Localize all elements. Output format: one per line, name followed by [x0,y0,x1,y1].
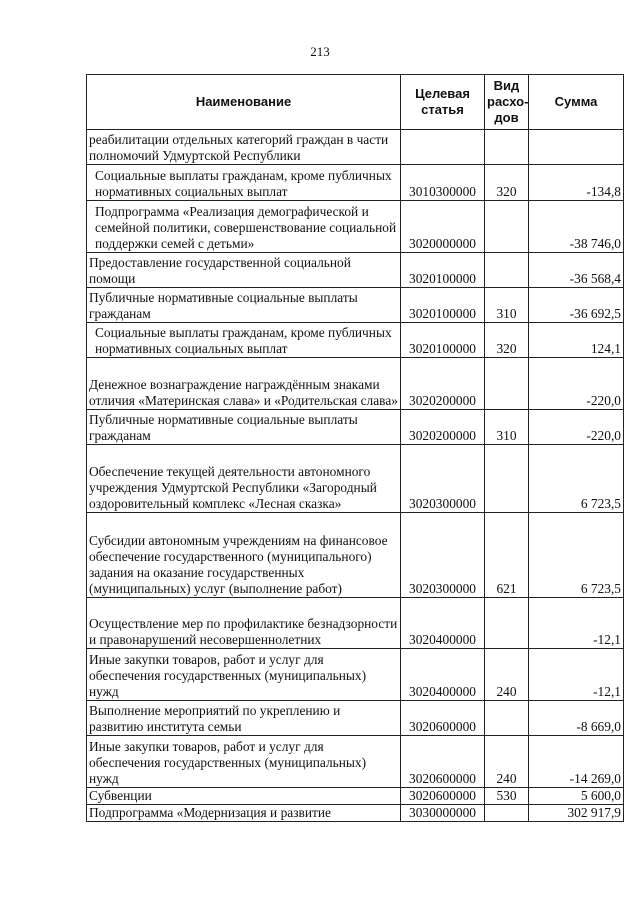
row-name-cell: Социальные выплаты гражданам, кроме публичных нормативных социальных выплат [87,323,401,358]
row-vid-cell: 310 [485,410,529,445]
row-code-cell: 3020300000 [401,445,485,513]
row-name-cell: Денежное вознаграждение награждённым знаками отличия «Материнская слава» и «Родительская слава» [87,358,401,410]
header-name: Наименование [87,75,401,130]
table-row [87,445,624,513]
row-sum-cell: -12,1 [529,649,624,701]
row-vid-cell [485,130,529,165]
row-sum-cell: -38 746,0 [529,201,624,253]
row-sum-cell: -220,0 [529,358,624,410]
row-name-cell: Субсидии автономным учреждениям на финансовое обеспечение государственного (муниципального) задания на оказание государственных (муниципальных) услуг (выполнение работ) [87,513,401,598]
row-code-cell: 3020400000 [401,649,485,701]
row-name-cell: Публичные нормативные социальные выплаты гражданам [87,288,401,323]
row-vid-cell [485,598,529,649]
table-row [87,513,624,598]
table-row [87,410,624,445]
table-row [87,649,624,701]
table-row [87,323,624,358]
row-vid-cell: 320 [485,323,529,358]
row-name-cell: Социальные выплаты гражданам, кроме публичных нормативных социальных выплат [87,165,401,201]
row-sum-cell: -36 568,4 [529,253,624,288]
row-vid-cell [485,805,529,822]
table-row [87,358,624,410]
row-code-cell: 3030000000 [401,805,485,822]
header-code: Целевая статья [401,75,485,130]
row-code-cell [401,130,485,165]
row-code-cell: 3020000000 [401,201,485,253]
row-vid-cell [485,701,529,736]
header-row [87,75,624,130]
table-row [87,130,624,165]
row-sum-cell: 6 723,5 [529,513,624,598]
row-name-cell: Подпрограмма «Модернизация и развитие [87,805,401,822]
page-number: 213 [310,44,330,59]
row-name-cell: реабилитации отдельных категорий граждан в части полномочий Удмуртской Республики [87,130,401,165]
row-code-cell: 3020100000 [401,288,485,323]
table-row [87,288,624,323]
row-sum-cell: -8 669,0 [529,701,624,736]
row-code-cell: 3020300000 [401,513,485,598]
row-code-cell: 3020400000 [401,598,485,649]
row-sum-cell: -134,8 [529,165,624,201]
budget-table [86,74,624,822]
row-code-cell: 3020600000 [401,788,485,805]
row-vid-cell: 530 [485,788,529,805]
row-vid-cell [485,358,529,410]
row-sum-cell: -14 269,0 [529,736,624,788]
row-code-cell: 3020100000 [401,253,485,288]
row-sum-cell: -36 692,5 [529,288,624,323]
row-sum-cell: -220,0 [529,410,624,445]
row-sum-cell [529,130,624,165]
header-vid: Вид расхо-дов [485,75,529,130]
row-code-cell: 3020600000 [401,701,485,736]
row-name-cell: Подпрограмма «Реализация демографической и семейной политики, совершенствование социальной поддержки семей с детьми» [87,201,401,253]
row-sum-cell: 302 917,9 [529,805,624,822]
row-code-cell: 3020600000 [401,736,485,788]
row-vid-cell: 621 [485,513,529,598]
table-row [87,788,624,805]
table-row [87,253,624,288]
row-vid-cell: 310 [485,288,529,323]
row-vid-cell [485,445,529,513]
row-name-cell: Иные закупки товаров, работ и услуг для обеспечения государственных (муниципальных) нужд [87,649,401,701]
row-vid-cell: 320 [485,165,529,201]
row-name-cell: Предоставление государственной социальной помощи [87,253,401,288]
header-sum: Сумма [529,75,624,130]
row-name-cell: Субвенции [87,788,401,805]
table-row [87,598,624,649]
row-code-cell: 3020200000 [401,358,485,410]
row-name-cell: Иные закупки товаров, работ и услуг для обеспечения государственных (муниципальных) нужд [87,736,401,788]
row-code-cell: 3010300000 [401,165,485,201]
row-vid-cell [485,253,529,288]
table-row [87,201,624,253]
row-name-cell: Выполнение мероприятий по укреплению и развитию института семьи [87,701,401,736]
table-row [87,701,624,736]
row-name-cell: Публичные нормативные социальные выплаты гражданам [87,410,401,445]
row-name-cell: Обеспечение текущей деятельности автономного учреждения Удмуртской Республики «Загородный оздоровительный комплекс «Лесная сказка» [87,445,401,513]
row-vid-cell [485,201,529,253]
row-sum-cell: -12,1 [529,598,624,649]
row-vid-cell: 240 [485,736,529,788]
row-code-cell: 3020200000 [401,410,485,445]
table-row [87,736,624,788]
table-row [87,805,624,822]
row-vid-cell: 240 [485,649,529,701]
table-row [87,165,624,201]
row-sum-cell: 5 600,0 [529,788,624,805]
row-code-cell: 3020100000 [401,323,485,358]
row-name-cell: Осуществление мер по профилактике безнадзорности и правонарушений несовершеннолетних [87,598,401,649]
row-sum-cell: 124,1 [529,323,624,358]
row-sum-cell: 6 723,5 [529,445,624,513]
